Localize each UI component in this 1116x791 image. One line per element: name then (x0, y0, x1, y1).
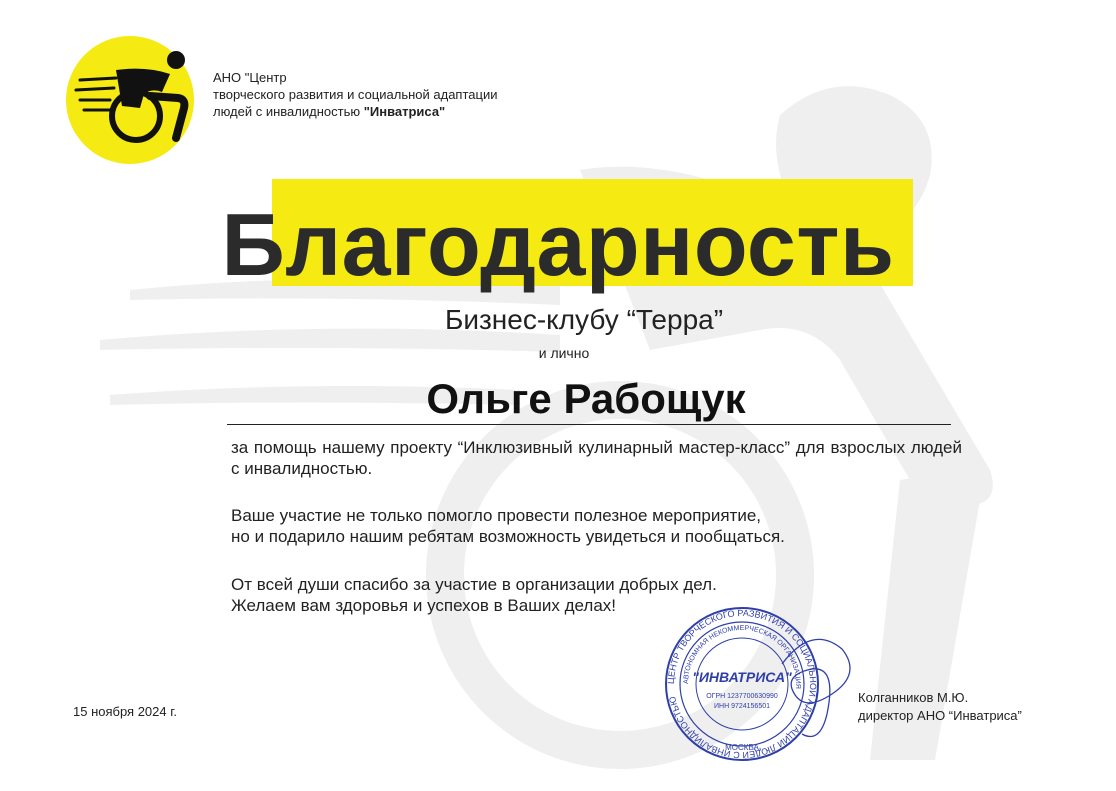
stamp-inner-ring-text: АВТОНОМНАЯ НЕКОММЕРЧЕСКАЯ ОРГАНИЗАЦИЯ (682, 624, 802, 689)
stamp-inn: ИНН 9724156501 (713, 703, 771, 710)
recipient-underline (227, 424, 951, 425)
recipient-organization: Бизнес-клубу “Терра” (444, 304, 724, 335)
recipient-person: Ольге Рабощук (426, 375, 746, 422)
gratitude-paragraph-1: за помощь нашему проекту “Инклюзивный кулинарный мастер-класс” для взрослых людей с инвалидностью. (231, 438, 962, 478)
organization-stamp (662, 604, 862, 764)
org-line-3-prefix: людей с инвалидностью (213, 104, 364, 119)
paragraph-3-line-1: От всей души спасибо за участие в организации добрых дел. (231, 575, 717, 594)
signatory (858, 689, 1022, 725)
signatory-name: Колганников М.Ю. (858, 690, 969, 705)
org-brand-name: "Инватриса" (363, 104, 446, 119)
wheelchair-icon (66, 36, 194, 164)
gratitude-paragraph-2 (231, 505, 785, 547)
org-line-3 (213, 103, 497, 120)
paragraph-3-line-2: Желаем вам здоровья и успехов в Ваших делах! (231, 596, 616, 615)
issue-date: 15 ноября 2024 г. (73, 704, 177, 719)
org-line-2: творческого развития и социальной адаптации (213, 87, 498, 102)
org-line-1: АНО "Центр (213, 70, 287, 85)
stamp-city: МОСКВА (725, 743, 759, 752)
stamp-outer-ring-text: ЦЕНТР ТВОРЧЕСКОГО РАЗВИТИЯ И СОЦИАЛЬНОЙ АДАПТАЦИИ ЛЮДЕЙ С ИНВАЛИДНОСТЬЮ (665, 607, 819, 761)
stamp-ogrn: ОГРН 1237700630990 (706, 693, 778, 700)
page-title: Благодарность (221, 195, 895, 294)
signatory-position: директор АНО “Инватриса” (858, 708, 1022, 723)
and-personally-text: и лично (538, 345, 590, 361)
paragraph-2-line-2: но и подарило нашим ребятам возможность увидеться и пообщаться. (231, 527, 785, 546)
stamp-center-name: "ИНВАТРИСА" (692, 669, 792, 685)
gratitude-paragraph-3 (231, 574, 717, 616)
organization-name (213, 69, 497, 120)
paragraph-2-line-1: Ваше участие не только помогло провести полезное мероприятие, (231, 506, 762, 525)
